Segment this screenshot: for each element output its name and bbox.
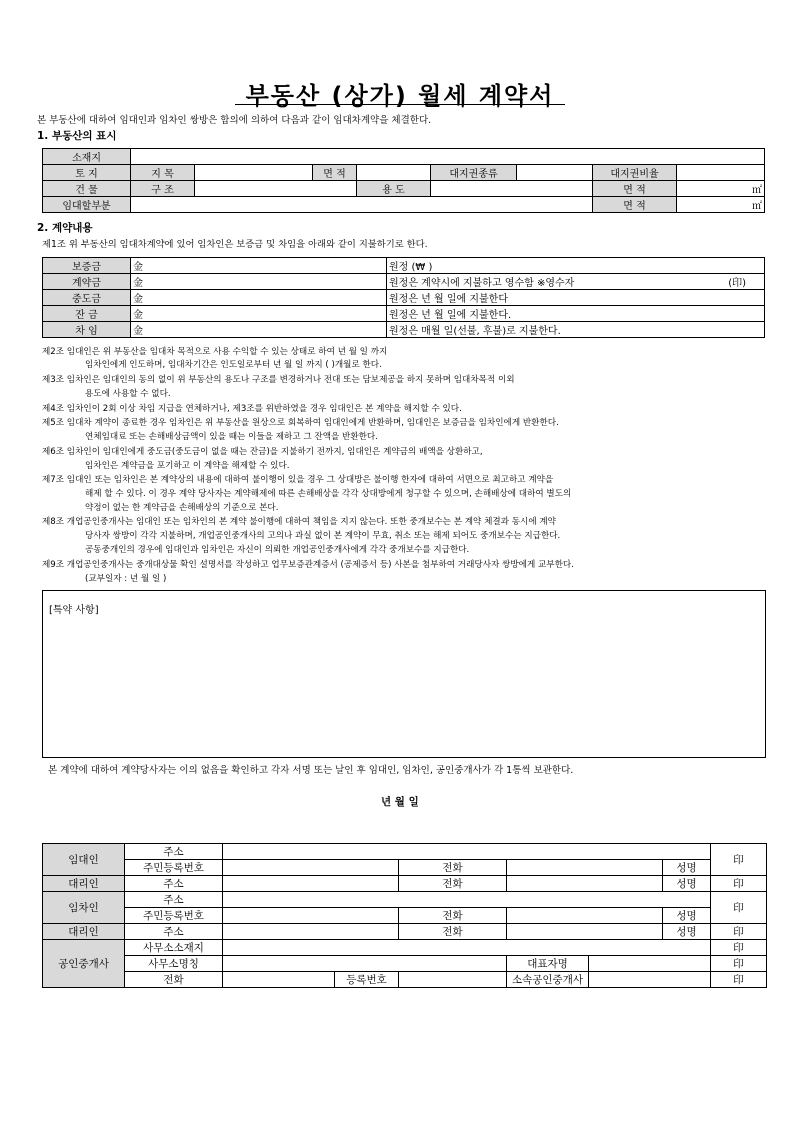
address-label: 주소 (125, 844, 223, 860)
landlord-seal[interactable]: 印 (711, 844, 767, 876)
lease-part-field[interactable] (131, 197, 593, 213)
article-line: 해제 할 수 있다. 이 경우 계약 당사자는 계약해제에 따른 손해배상을 각각 상대방에게 청구할 수 있으며, 손해배상에 대하여 별도의 (85, 489, 572, 499)
article-line: 연체임대료 또는 손해배상금액이 있을 때는 이들을 제하고 그 잔액을 반환한다. (85, 432, 378, 442)
article-line: 제6조 임차인이 임대인에게 중도금(중도금이 없을 때는 잔금)을 지불하기 전까지, 임대인은 계약금의 배액을 상환하고, (42, 447, 483, 457)
tenant-phone-field[interactable] (507, 908, 663, 924)
special-terms-box[interactable] (42, 590, 766, 758)
broker-phone-field[interactable] (223, 972, 335, 988)
phone-label: 전화 (399, 908, 507, 924)
payment-row (43, 290, 765, 306)
tenant-address-field[interactable] (223, 892, 711, 908)
payment-text: 원정 (₩ ) (387, 258, 765, 274)
article-line: 제9조 개업공인중개사는 중개대상물 확인 설명서를 작성하고 업무보증관계증서 (공제증서 등) 사본을 첨부하여 거래당사자 쌍방에게 교부한다. (42, 560, 574, 570)
payment-text: 원정은 년 월 일에 지불한다 (387, 290, 765, 306)
name-label: 성명 (663, 876, 711, 892)
land-right-ratio-field[interactable] (677, 165, 765, 181)
reg-no-field[interactable] (399, 972, 507, 988)
article-line: 임차인은 계약금을 포기하고 이 계약을 해제할 수 있다. (85, 461, 290, 471)
representative-label: 대표자명 (507, 956, 589, 972)
article-line: 당사자 쌍방이 각각 지불하며, 개업공인중개사의 고의나 과실 없이 본 계약이 무효, 취소 또는 해제 되어도 중개보수는 지급한다. (85, 531, 561, 541)
office-address-field[interactable] (223, 940, 711, 956)
tenant-agent-label: 대리인 (43, 924, 125, 940)
broker-seal[interactable]: 印 (711, 940, 767, 956)
structure-label: 구 조 (131, 181, 195, 197)
lease-area-label: 면 적 (593, 197, 677, 213)
office-name-label: 사무소명칭 (125, 956, 223, 972)
address-label: 주소 (125, 892, 223, 908)
article-line: 제4조 임차인이 2회 이상 차임 지급을 연체하거나, 제3조를 위반하였을 경우 임대인은 본 계약을 해지할 수 있다. (42, 404, 462, 414)
title-underline (235, 104, 565, 105)
payment-table (42, 257, 765, 338)
special-terms-label: [특약 사항] (49, 605, 99, 616)
article-line: (교부일자 : 년 월 일 ) (85, 574, 167, 584)
tenant-resident-no-field[interactable] (223, 908, 399, 924)
payment-text: 원정은 매월 일(선불, 후불)로 지불한다. (387, 322, 765, 338)
land-right-type-field[interactable] (517, 165, 593, 181)
payment-label: 계약금 (43, 274, 131, 290)
contract-date: 년 월 일 (381, 796, 419, 808)
article-line: 제2조 임대인은 위 부동산을 임대차 목적으로 사용 수익할 수 있는 상태로 하여 년 월 일 까지 (42, 347, 388, 357)
representative-field[interactable] (589, 956, 711, 972)
payment-row (43, 306, 765, 322)
tenant-seal[interactable]: 印 (711, 892, 767, 924)
section2-heading: 2. 계약내용 (37, 222, 93, 234)
building-label: 건 물 (43, 181, 131, 197)
payment-text: 원정은 계약시에 지불하고 영수함 ※영수자 (389, 278, 575, 289)
jimok-label: 지 목 (131, 165, 195, 181)
structure-field[interactable] (195, 181, 357, 197)
landlord-resident-no-field[interactable] (223, 860, 399, 876)
payment-label: 보증금 (43, 258, 131, 274)
landlord-agent-seal[interactable]: 印 (711, 876, 767, 892)
payment-label: 중도금 (43, 290, 131, 306)
tenant-agent-seal[interactable]: 印 (711, 924, 767, 940)
article-line: 제5조 임대차 계약이 종료한 경우 임차인은 위 부동산을 원상으로 회복하여 임대인에게 반환하며, 임대인은 보증금을 임차인에게 반환한다. (42, 418, 559, 428)
payment-text-cell (387, 274, 765, 290)
affiliated-label: 소속공인중개사 (507, 972, 589, 988)
name-label: 성명 (663, 860, 711, 876)
section1-heading: 1. 부동산의 표시 (37, 130, 117, 142)
document-title: 부동산 (상가) 월세 계약서 (245, 82, 555, 110)
article-line: 제3조 임차인은 임대인의 동의 없이 위 부동산의 용도나 구조를 변경하거나 전대 또는 담보제공을 하지 못하며 임대차목적 이외 (42, 375, 515, 385)
address-label: 주소 (125, 876, 223, 892)
broker-phone-label: 전화 (125, 972, 223, 988)
signature-table (42, 843, 767, 988)
article-1: 제1조 위 부동산의 임대차계약에 있어 임차인은 보증금 및 차임을 아래와 같이 지불하기로 한다. (42, 239, 428, 250)
resident-no-label: 주민등록번호 (125, 860, 223, 876)
payment-amount[interactable]: 金 (131, 306, 387, 322)
affiliated-seal[interactable]: 印 (711, 972, 767, 988)
payment-label: 잔 금 (43, 306, 131, 322)
payment-label: 차 임 (43, 322, 131, 338)
location-label: 소재지 (43, 149, 131, 165)
usage-label: 용 도 (357, 181, 431, 197)
land-label: 토 지 (43, 165, 131, 181)
broker-label: 공인중개사 (43, 940, 125, 988)
payment-row (43, 274, 765, 290)
building-area-field[interactable]: ㎡ (677, 181, 765, 197)
landlord-agent-address-field[interactable] (223, 876, 399, 892)
land-area-field[interactable] (357, 165, 431, 181)
payment-row (43, 258, 765, 274)
payment-amount[interactable]: 金 (131, 258, 387, 274)
landlord-address-field[interactable] (223, 844, 711, 860)
phone-label: 전화 (399, 924, 507, 940)
name-label: 성명 (663, 908, 711, 924)
office-address-label: 사무소소재지 (125, 940, 223, 956)
affiliated-field[interactable] (589, 972, 711, 988)
phone-label: 전화 (399, 876, 507, 892)
payment-amount[interactable]: 金 (131, 274, 387, 290)
usage-field[interactable] (431, 181, 593, 197)
land-right-type-label: 대지권종류 (431, 165, 517, 181)
tenant-agent-phone-field[interactable] (507, 924, 663, 940)
building-area-label: 면 적 (593, 181, 677, 197)
landlord-agent-phone-field[interactable] (507, 876, 663, 892)
payment-amount[interactable]: 金 (131, 290, 387, 306)
landlord-label: 임대인 (43, 844, 125, 876)
location-field[interactable] (131, 149, 765, 165)
payment-amount[interactable]: 金 (131, 322, 387, 338)
tenant-agent-address-field[interactable] (223, 924, 399, 940)
tenant-label: 임차인 (43, 892, 125, 924)
office-name-field[interactable] (223, 956, 507, 972)
landlord-phone-field[interactable] (507, 860, 663, 876)
jimok-field[interactable] (195, 165, 313, 181)
payment-row (43, 322, 765, 338)
article-line: 공동중개인의 경우에 임대인과 임차인은 자신이 의뢰한 개업공인중개사에게 각각 중개보수를 지급한다. (85, 545, 470, 555)
payment-text: 원정은 년 월 일에 지불한다. (387, 306, 765, 322)
lease-part-label: 임대할부분 (43, 197, 131, 213)
intro-text: 본 부동산에 대하여 임대인과 임차인 쌍방은 합의에 의하여 다음과 같이 임대차계약을 체결한다. (37, 115, 432, 126)
article-line: 용도에 사용할 수 없다. (85, 389, 171, 399)
reg-no-label: 등록번호 (335, 972, 399, 988)
phone-label: 전화 (399, 860, 507, 876)
landlord-agent-label: 대리인 (43, 876, 125, 892)
closing-statement: 본 계약에 대하여 계약당사자는 이의 없음을 확인하고 각자 서명 또는 날인 후 임대인, 임차인, 공인중개사가 각 1통씩 보관한다. (48, 765, 574, 776)
land-right-ratio-label: 대지권비율 (593, 165, 677, 181)
receipt-seal: (印) (728, 278, 746, 289)
name-label: 성명 (663, 924, 711, 940)
property-table (42, 148, 765, 213)
article-line: 제8조 개업공인중개사는 임대인 또는 임차인의 본 계약 불이행에 대하여 책임을 지지 않는다. 또한 중개보수는 본 계약 체결과 동시에 계약 (42, 517, 556, 527)
land-area-label: 면 적 (313, 165, 357, 181)
article-line: 약정이 없는 한 계약금을 손해배상의 기준으로 본다. (85, 503, 279, 513)
resident-no-label: 주민등록번호 (125, 908, 223, 924)
lease-area-field[interactable]: ㎡ (677, 197, 765, 213)
address-label: 주소 (125, 924, 223, 940)
article-line: 임차인에게 인도하며, 임대차기간은 인도일로부터 년 월 일 까지 ( )개월로 한다. (85, 360, 382, 370)
representative-seal[interactable]: 印 (711, 956, 767, 972)
article-line: 제7조 임대인 또는 임차인은 본 계약상의 내용에 대하여 불이행이 있을 경우 그 상대방은 불이행 한자에 대하여 서면으로 최고하고 계약을 (42, 475, 554, 485)
